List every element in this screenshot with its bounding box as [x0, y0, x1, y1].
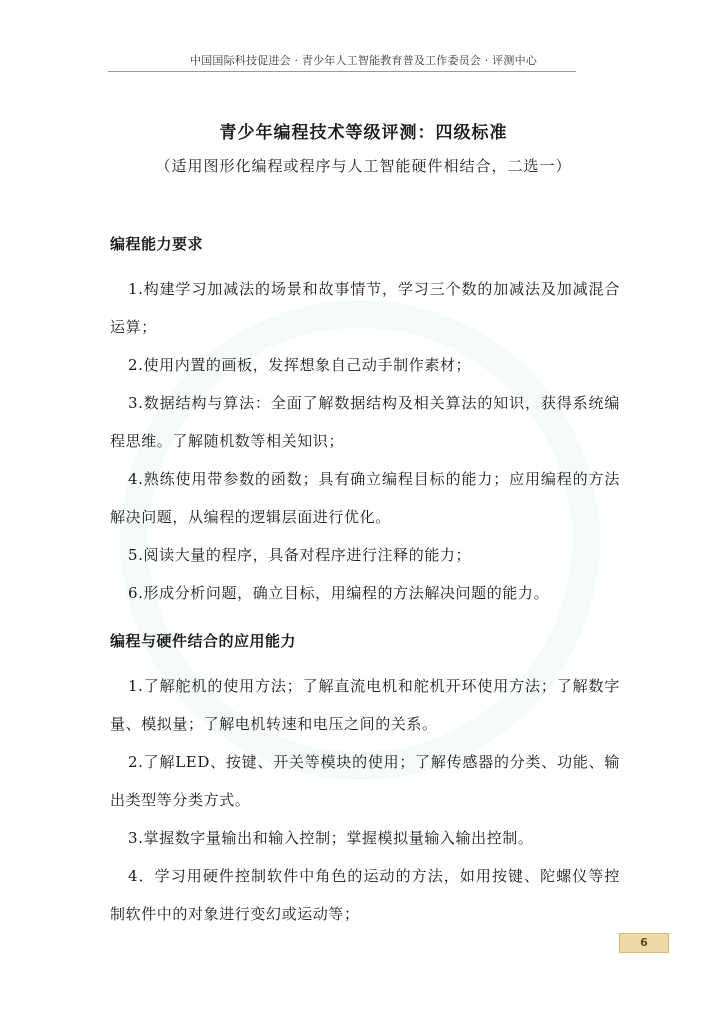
list-item: 3.掌握数字量输出和输入控制；掌握模拟量输入输出控制。 [128, 829, 534, 847]
list-item: 2.使用内置的画板，发挥想象自己动手制作素材； [128, 356, 472, 374]
list-item: 4.熟练使用带参数的函数；具有确立编程目标的能力；应用编程的方法解决问题，从编程的逻辑层面进行优化。 [110, 470, 620, 526]
document-title: 青少年编程技术等级评测：四级标准 [219, 123, 508, 143]
list-item: 2.了解LED、按键、开关等模块的使用；了解传感器的分类、功能、输出类型等分类方式。 [110, 753, 620, 809]
document-subtitle: （适用图形化编程或程序与人工智能硬件相结合，二选一） [155, 157, 572, 175]
list-item: 1.了解舵机的使用方法；了解直流电机和舵机开环使用方法；了解数字量、模拟量；了解电机转速和电压之间的关系。 [110, 677, 620, 733]
list-item: 4．学习用硬件控制软件中角色的运动的方法，如用按键、陀螺仪等控制软件中的对象进行变幻或运动等； [110, 867, 620, 923]
section-heading: 编程与硬件结合的应用能力 [110, 632, 297, 650]
list-item: 6.形成分析问题，确立目标，用编程的方法解决问题的能力。 [128, 584, 550, 602]
header-divider [108, 71, 576, 72]
list-item: 5.阅读大量的程序，具备对程序进行注释的能力； [128, 546, 472, 564]
page-number-badge: 6 [619, 933, 669, 953]
section-hardware-application [110, 630, 620, 933]
section-heading: 编程能力要求 [110, 235, 204, 253]
section-programming-ability [110, 233, 620, 612]
list-item: 3.数据结构与算法：全面了解数据结构及相关算法的知识，获得系统编程思维。了解随机数等相关知识； [110, 394, 620, 450]
list-item: 1.构建学习加减法的场景和故事情节，学习三个数的加减法及加减混合运算； [110, 280, 620, 336]
running-header: 中国国际科技促进会 · 青少年人工智能教育普及工作委员会 · 评测中心 [190, 54, 537, 67]
